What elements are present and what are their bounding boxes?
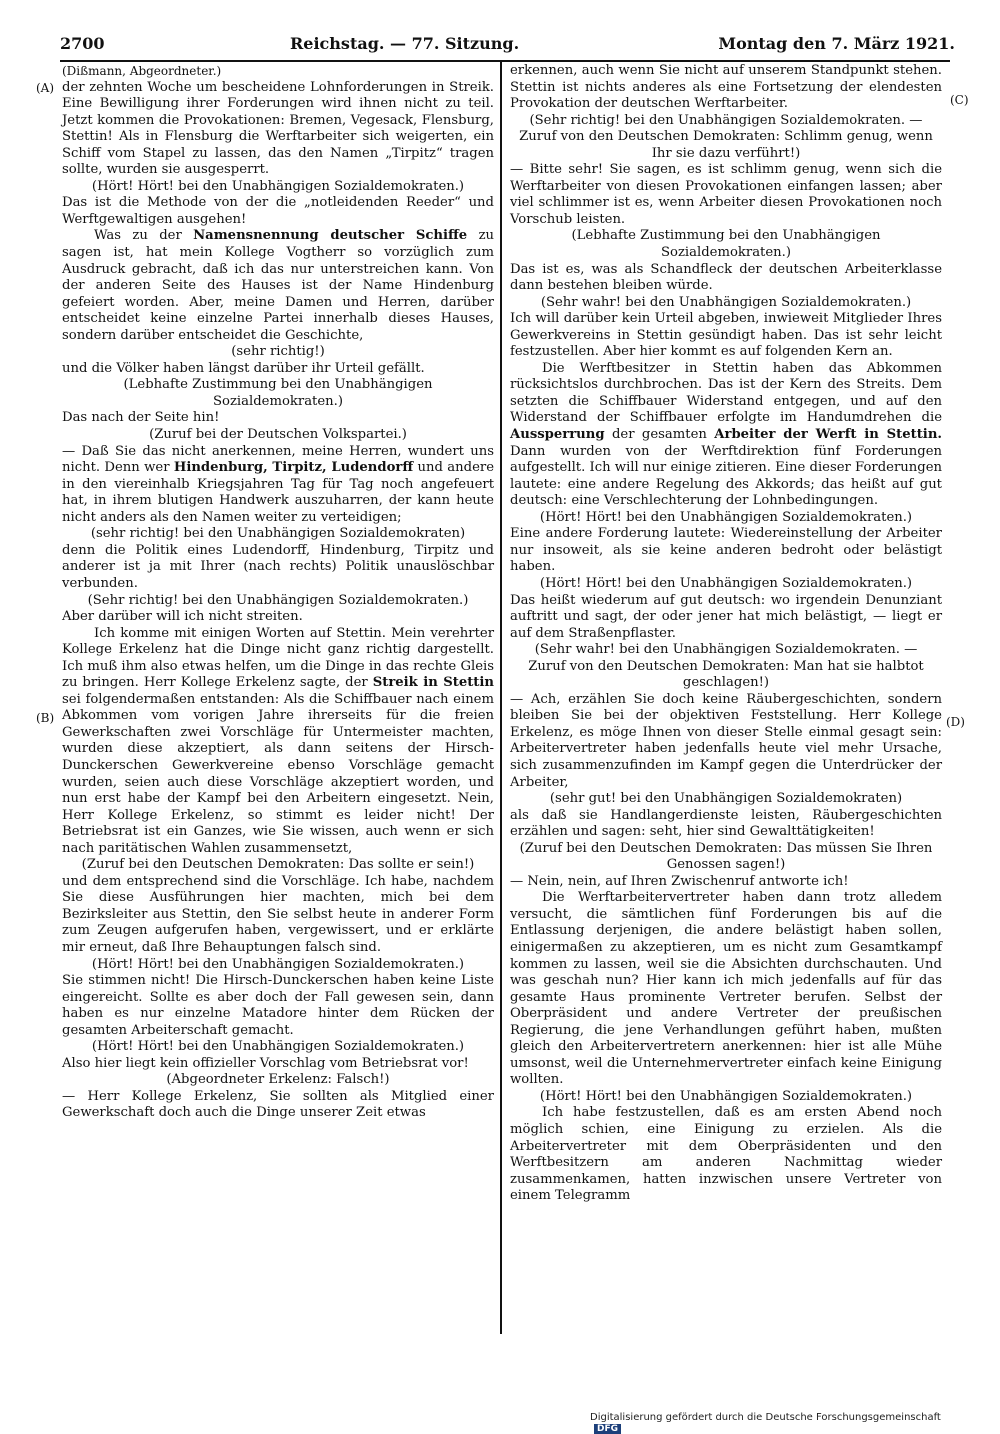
interjection: (Hört! Hört! bei den Unabhängigen Sozialdemokraten.) [539,575,913,591]
footer-text: Digitalisierung gefördert durch die Deutsche Forschungsgemeinschaft [590,1412,941,1423]
margin-marker-b: (B) [36,711,55,725]
paragraph: Das nach der Seite hin! [62,410,220,426]
paragraph: Ich will darüber kein Urteil abgeben, inwieweit Mitglieder Ihres Gewerkvereins in Stettin gesündigt haben. Das ist sehr leicht festzustellen. Aber hier kommt es auf folgenden Kern an. [510,311,942,360]
right-column [510,63,942,1205]
session-title: Reichstag. — 77. Sitzung. [290,34,520,53]
bold-phrase: Namensnennung deutscher Schiffe [193,228,468,244]
paragraph: Das ist die Methode von der die „notleidenden Reeder“ und Werftgewaltigen ausgehen! [62,195,494,227]
interjection: (Sehr wahr! bei den Unabhängigen Sozialdemokraten.) [540,294,912,310]
margin-marker-a: (A) [36,81,55,95]
paragraph: Eine andere Forderung lautete: Wiedereinstellung der Arbeiter nur insoweit, als sie keine anderen bedroht oder belästigt haben. [510,526,942,575]
margin-marker-d: (D) [946,715,965,729]
interjection: (Hört! Hört! bei den Unabhängigen Sozialdemokraten.) [91,1039,465,1055]
paragraph: — Herr Kollege Erkelenz, Sie sollten als Mitglied einer Gewerkschaft doch auch die Dinge unserer Zeit etwas [62,1088,494,1121]
bold-phrase: Streik in Stettin [372,675,494,691]
margin-marker-c: (C) [950,93,969,107]
paragraph: Das heißt wiederum auf gut deutsch: wo irgendein Denunziant auftritt und sagt, der oder jener hat mich belästigt, — liegt er auf dem Straßenpflaster. [510,592,942,641]
interjection: (Abgeordneter Erkelenz: Falsch!) [166,1072,390,1088]
paragraph: — Nein, nein, auf Ihren Zwischenruf antworte ich! [510,873,849,889]
bold-phrase: Arbeiter der Werft in Stettin. [714,427,942,443]
paragraph: und dem entsprechend sind die Vorschläge. Ich habe, nachdem Sie diese Ausführungen hier machten, mich bei dem Bezirksleiter aus Stettin, den Sie selbst heute in anderer Form zum Zeugen aufgerufen haben, vergewissert, und er erklärte mir erneut, daß Ihre Behauptungen falsch sind. [62,873,494,955]
page-number: 2700 [60,34,105,53]
interjection: (Zuruf bei den Deutschen Demokraten: Das müssen Sie Ihren Genossen sagen!) [519,840,933,873]
header-rule [60,60,950,62]
paragraph: Ich habe festzustellen, daß es am ersten Abend noch möglich schien, eine Einigung zu erzielen. Als die Arbeitervertreter mit dem Oberpräsidenten und den Werftbesitzern am anderen Nachmittag wieder zusammenkamen, hatten inzwischen unsere Vertreter von einem Telegramm [510,1105,942,1204]
interjection: (Zuruf bei der Deutschen Volkspartei.) [149,427,407,443]
interjection: (Lebhafte Zustimmung bei den Unabhängigen Sozialdemokraten.) [571,228,881,261]
dfg-logo: DFG [594,1424,621,1434]
paragraph: Sie stimmen nicht! Die Hirsch-Dunckerschen haben keine Liste eingereicht. Sollte es aber doch der Fall gewesen sein, dann haben es nur einzelne Matadore hinter dem Rücken der gesamten Arbeiterschaft gemacht. [62,973,494,1038]
interjection: (Hört! Hört! bei den Unabhängigen Sozialdemokraten.) [91,956,465,972]
running-header [60,34,955,56]
interjection: (sehr richtig!) [231,344,325,360]
interjection: (Sehr wahr! bei den Unabhängigen Sozialdemokraten. — Zuruf von den Deutschen Demokraten: Man hat sie halbtot geschlagen!) [528,642,924,691]
paragraph: — Bitte sehr! Sie sagen, es ist schlimm genug, wenn sich die Werftarbeiter von diesen Provokationen einfangen lassen; aber viel schlimmer ist es, wenn Arbeiter diesen Provokationen noch Vorschub leisten. [510,162,942,227]
paragraph: Also hier liegt kein offizieller Vorschlag vom Betriebsrat vor! [62,1055,469,1071]
interjection: (Sehr richtig! bei den Unabhängigen Sozialdemokraten.) [87,592,469,608]
digitization-footer [590,1412,970,1434]
column-divider [500,62,502,1334]
interjection: (sehr richtig! bei den Unabhängigen Sozialdemokraten) [90,526,466,542]
session-date: Montag den 7. März 1921. [718,34,955,53]
paragraph: Das ist es, was als Schandfleck der deutschen Arbeiterklasse dann bestehen bleiben würde. [510,261,942,294]
interjection: (sehr gut! bei den Unabhängigen Sozialdemokraten) [549,791,903,807]
paragraph: denn die Politik eines Ludendorff, Hindenburg, Tirpitz und anderer ist ja mit Ihrer (nach rechts) Politik unauslöschbar verbunden. [62,542,494,591]
paragraph: — Ach, erzählen Sie doch keine Räubergeschichten, sondern bleiben Sie bei der objektiven Feststellung. Herr Kollege Erkelenz, es möge Ihnen von dieser Stelle einmal gesagt sein: Arbeitervertreter haben jedenfalls heute viel mehr Ursache, sich zusammenzufinden im Kampf gegen die Unterdrücker der Arbeiter, [510,691,942,790]
interjection: (Sehr richtig! bei den Unabhängigen Sozialdemokraten. — Zuruf von den Deutschen Demokraten: Schlimm genug, wenn Ihr sie dazu verführt!) [519,112,933,161]
speaker-line: (Dißmann, Abgeordneter.) [62,64,222,78]
interjection: (Hört! Hört! bei den Unabhängigen Sozialdemokraten.) [539,509,913,525]
left-column [62,63,494,1122]
interjection: (Zuruf bei den Deutschen Demokraten: Das sollte er sein!) [81,857,475,873]
paragraph: Ich komme mit einigen Worten auf Stettin. Mein verehrter Kollege Erkelenz hat die Dinge nicht ganz richtig dargestellt. Ich muß ihm also etwas helfen, um die Dinge in das rechte Gleis zu bringen. Herr Kollege Erkelenz sagte, der Streik in Stettin sei folgendermaßen entstanden: Als die Schiffbauer nach einem Abkommen vom vorigen Jahre ihrerseits für die freien Gewerkschaften zwei Vorschläge für Untermeister machten, wurden diese akzeptiert, als dann seitens der Hirsch-Dunckerschen Gewerkvereine ebenso Vorschläge gemacht wurden, seien auch diese Vorschläge akzeptiert worden, und nun erst habe der Kampf bei den Arbeitern eingesetzt. Nein, Herr Kollege Erkelenz, so stimmt es leider nicht! Der Betriebsrat ist ein Ganzes, wie Sie wissen, auch wenn er sich nach paritätischen Wahlen zusammensetzt, [62,625,494,856]
paragraph: — Daß Sie das nicht anerkennen, meine Herren, wundert uns nicht. Denn wer Hindenburg, Tirpitz, Ludendorff und andere in den viereinhalb Kriegsjahren Tag für Tag noch angefeuert hat, in ihrem blutigen Handwerk auszuharren, der kann heute nicht anders als den Namen weiter zu verteidigen; [62,443,495,525]
paragraph: der zehnten Woche um bescheidene Lohnforderungen in Streik. Eine Bewilligung ihrer Forderungen wird ihnen nicht zu teil. Jetzt kommen die Provokationen: Bremen, Vegesack, Flensburg, Stettin! Als in Flensburg die Werftarbeiter sich weigerten, ein Schiff vom Stapel zu lassen, das den Namen „Tirpitz“ tragen sollte, wurden sie ausgesperrt. [62,79,494,178]
paragraph: Aber darüber will ich nicht streiten. [62,609,303,625]
bold-phrase: Hindenburg, Tirpitz, Ludendorff [173,460,414,476]
paragraph: Die Werftarbeitervertreter haben dann trotz alledem versucht, die sämtlichen fünf Forderungen bis auf die Entlassung derjenigen, die andere belästigt haben sollen, einigermaßen zu akzeptieren, um es nicht zum Gesamtkampf kommen zu lassen, weil sie die Absichten durchschauten. Und was geschah nun? Hier kann ich mich jedenfalls auf für das gesamte Haus prominente Vertreter berufen. Selbst der Oberpräsident und andere Vertreter der preußischen Regierung, die jene Verhandlungen geführt haben, mußten gleich den Arbeitervertretern anerkennen: hier ist alle Mühe umsonst, weil die Unternehmervertreter einfach keine Einigung wollten. [510,890,942,1088]
paragraph: und die Völker haben längst darüber ihr Urteil gefällt. [62,360,425,376]
interjection: (Hört! Hört! bei den Unabhängigen Sozialdemokraten.) [539,1088,913,1104]
paragraph: erkennen, auch wenn Sie nicht auf unserem Standpunkt stehen. Stettin ist nichts anderes als eine Fortsetzung der elendesten Provokation der deutschen Werftarbeiter. [510,63,942,112]
paragraph: Die Werftbesitzer in Stettin haben das Abkommen rücksichtslos durchbrochen. Das ist der Kern des Streits. Dem setzten die Schiffbauer Widerstand entgegen, und auf den Widerstand der Schiffbauer erfolgte im Handumdrehen die Aussperrung der gesamten Arbeiter der Werft in Stettin. Dann wurden von der Werftdirektion fünf Forderungen aufgestellt. Ich will nur einige zitieren. Eine dieser Forderungen lautete: eine andere Regelung des Akkords; das heißt auf gut deutsch: eine Verschlechterung der Lohnbedingungen. [510,360,942,509]
interjection: (Lebhafte Zustimmung bei den Unabhängigen Sozialdemokraten.) [123,377,433,409]
paragraph: als daß sie Handlangerdienste leisten, Räubergeschichten erzählen und sagen: seht, hier sind Gewalttätigkeiten! [510,807,942,840]
interjection: (Hört! Hört! bei den Unabhängigen Sozialdemokraten.) [91,178,465,194]
paragraph: Was zu der Namensnennung deutscher Schiffe zu sagen ist, hat mein Kollege Vogtherr so vorzüglich zum Ausdruck gebracht, daß ich das nur unterstreichen kann. Von der anderen Seite des Hauses ist der Name Hindenburg gefeiert worden. Aber, meine Damen und Herren, darüber entscheidet keine einzelne Partei innerhalb dieses Hauses, sondern darüber entscheidet die Geschichte, [62,228,495,343]
bold-phrase: Aussperrung [510,427,605,443]
